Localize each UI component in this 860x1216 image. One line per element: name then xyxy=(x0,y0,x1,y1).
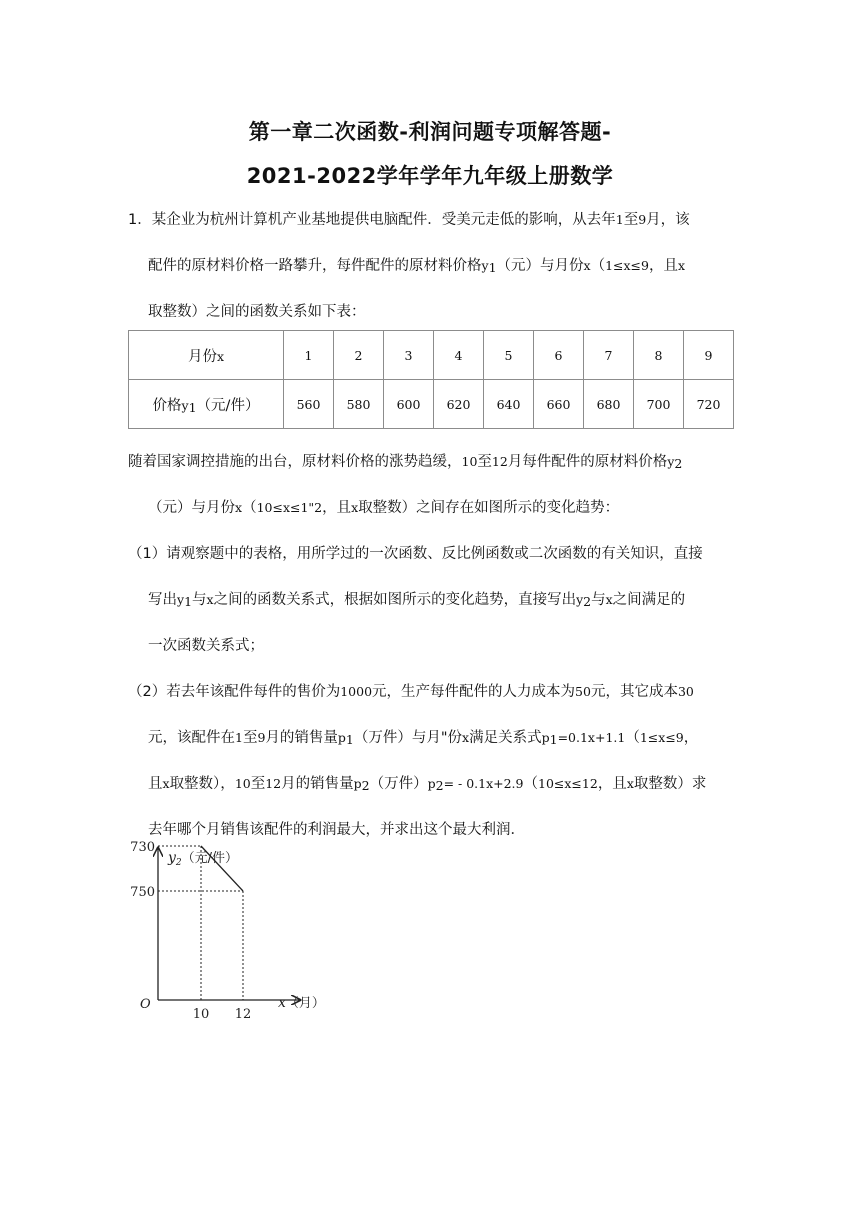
table-cell: 2 xyxy=(334,331,384,380)
table-cell: 9 xyxy=(684,331,734,380)
table-header-price: 价格$y_1$（元/件） xyxy=(129,380,284,429)
table-cell: 7 xyxy=(584,331,634,380)
origin-label: O xyxy=(140,997,151,1012)
x-tick-label-12: 12 xyxy=(234,1007,252,1022)
problem-line-1: 1．某企业为杭州计算机产业基地提供电脑配件．受美元走低的影响，从去年1至9月，该 xyxy=(128,212,690,228)
x-tick-label-10: 10 xyxy=(192,1007,210,1022)
title-line-2: 2021-2022学年学年九年级上册数学 xyxy=(246,164,614,188)
question-1-line-2: 写出$y_1$与x之间的函数关系式，根据如图所示的变化趋势，直接写出$y_2$与x之间满足的 xyxy=(148,592,686,609)
question-2-line-1: （2）若去年该配件每件的售价为1000元，生产每件配件的人力成本为50元，其它成本30 xyxy=(128,684,694,700)
table-row-month xyxy=(129,331,734,380)
y-tick-label-750: 750 xyxy=(130,885,155,900)
table-cell: 580 xyxy=(334,380,384,429)
question-1-line-3: 一次函数关系式； xyxy=(148,638,264,654)
plot-area xyxy=(130,840,251,1022)
table-cell: 5 xyxy=(484,331,534,380)
title-line-1: 第一章二次函数-利润问题专项解答题- xyxy=(248,120,612,144)
table-cell: 640 xyxy=(484,380,534,429)
table-cell: 720 xyxy=(684,380,734,429)
price-trend-graph xyxy=(128,840,348,1025)
table-cell: 6 xyxy=(534,331,584,380)
month-price-table xyxy=(128,330,734,429)
x-axis-label: x（月） xyxy=(278,995,325,1011)
question-2-line-4: 去年哪个月销售该配件的利润最大，并求出这个最大利润． xyxy=(148,822,525,838)
table-row-price xyxy=(129,380,734,429)
problem-line-4: 随着国家调控措施的出台，原材料价格的涨势趋缓，10至12月每件配件的原材料价格$y_2$ xyxy=(128,454,683,471)
table-cell: 560 xyxy=(284,380,334,429)
question-2-line-3: 且x取整数），10至12月的销售量$p_2$（万件）$p_2= - 0.1x+2.9(10\le x\le 12$，且x取整数）求 xyxy=(148,776,707,793)
table-cell: 680 xyxy=(584,380,634,429)
table-header-month: 月份x xyxy=(129,331,284,380)
table-cell: 660 xyxy=(534,380,584,429)
y-tick-label-730: 730 xyxy=(130,840,155,855)
table-cell: 700 xyxy=(634,380,684,429)
y-axis-label: $y_2$（元/件） xyxy=(168,850,239,868)
question-1-line-1: （1）请观察题中的表格，用所学过的一次函数、反比例函数或二次函数的有关知识，直接 xyxy=(128,546,703,562)
table-cell: 3 xyxy=(384,331,434,380)
table-cell: 4 xyxy=(434,331,484,380)
problem-line-3: 取整数）之间的函数关系如下表： xyxy=(148,304,366,320)
question-2-line-2: 元，该配件在1至9月的销售量$p_1$（万件）与月"份x满足关系式$p_1=0.1x+1.1(1\le x\le 9$， xyxy=(148,730,699,747)
table-cell: 600 xyxy=(384,380,434,429)
table-cell: 8 xyxy=(634,331,684,380)
problem-number: 1． xyxy=(128,212,152,228)
table-cell: 620 xyxy=(434,380,484,429)
table-cell: 1 xyxy=(284,331,334,380)
problem-line-2: 配件的原材料价格一路攀升，每件配件的原材料价格$y_1$（元）与月份x（1≤x≤9，且x xyxy=(148,258,686,275)
problem-line-5: （元）与月份x（10≤x≤1"2，且x取整数）之间存在如图所示的变化趋势： xyxy=(148,500,620,516)
